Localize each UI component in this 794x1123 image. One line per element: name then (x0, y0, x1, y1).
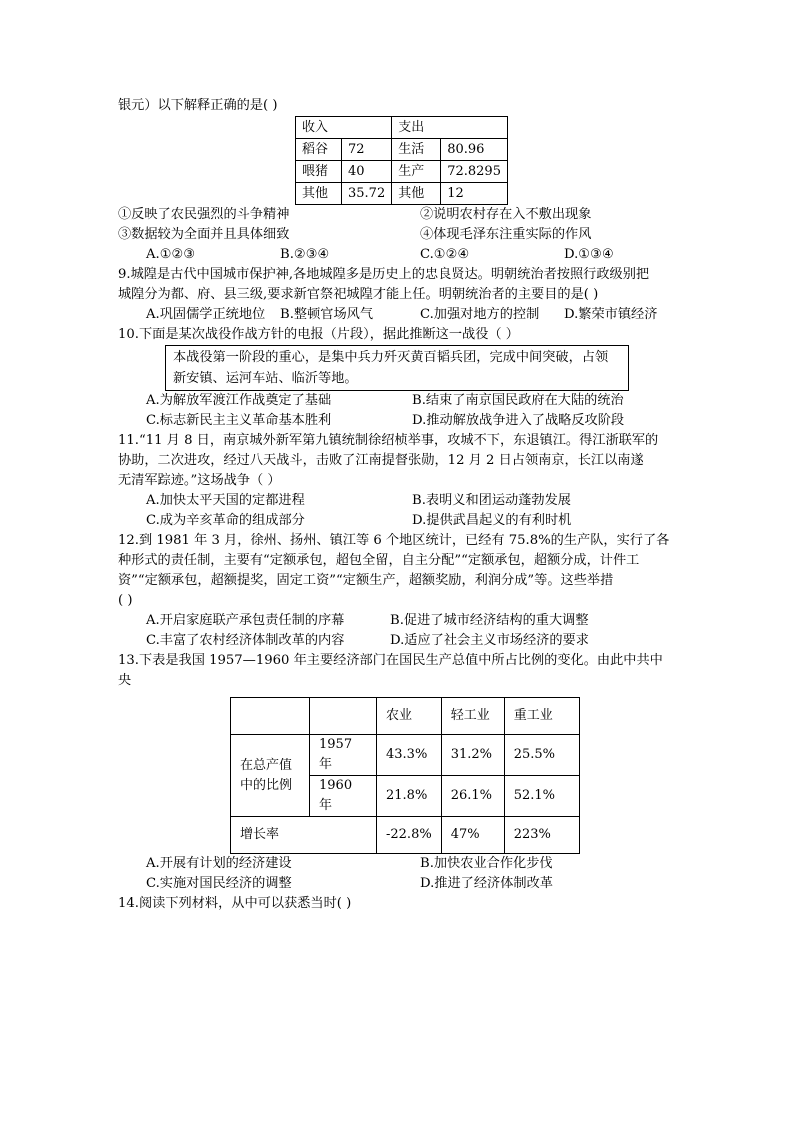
table-cell: 喂猪 (296, 161, 342, 183)
table-cell: 12 (441, 183, 508, 205)
q9-option-a[interactable]: A.巩固儒学正统地位 (146, 307, 266, 322)
q13-stem-1: 13.下表是我国 1957—1960 年主要经济部门在国民生产总值中所占比例的变化。由此中共中 (118, 653, 663, 668)
q10-options-row1 (118, 391, 678, 411)
table-row (296, 183, 508, 205)
statement-2: ②说明农村存在入不敷出现象 (420, 207, 592, 222)
table-cell: 25.5% (504, 735, 579, 776)
q13-option-a[interactable]: A.开展有计划的经济建设 (146, 856, 292, 871)
q13-option-c[interactable]: C.实施对国民经济的调整 (146, 876, 292, 891)
year-1957: 1957 年 (310, 735, 377, 776)
q11-options-row2 (118, 511, 678, 531)
table-header-income: 收入 (296, 117, 392, 139)
table-cell: 72.8295 (441, 161, 508, 183)
q8-option-d[interactable]: D.①③④ (564, 247, 614, 262)
table-cell: 31.2% (441, 735, 504, 776)
table-cell: 生活 (392, 139, 441, 161)
table-cell: 其他 (296, 183, 342, 205)
year-1960: 1960 年 (310, 776, 377, 817)
q10-options-row2 (118, 411, 678, 431)
q9-stem-2: 城隍分为都、府、县三级,要求新官祭祀城隍才能上任。明朝统治者的主要目的是( ) (118, 287, 599, 302)
q10-option-a[interactable]: A.为解放军渡江作战奠定了基础 (146, 393, 332, 408)
table-cell (231, 698, 310, 735)
statement-4: ④体现毛泽东注重实际的作风 (420, 227, 592, 242)
q13-option-b[interactable]: B.加快农业合作化步伐 (420, 856, 553, 871)
income-expense-table (295, 116, 508, 205)
q8-option-b[interactable]: B.②③④ (280, 247, 330, 262)
q11-stem-2: 协助，二次进攻，经过八天战斗，击败了江南提督张勋，12 月 2 日占领南京，长江以南遂 (118, 453, 644, 468)
q13-option-d[interactable]: D.推进了经济体制改革 (420, 876, 553, 891)
header-light-industry: 轻工业 (441, 698, 504, 735)
table-row (296, 161, 508, 183)
table-cell: 21.8% (377, 776, 442, 817)
q8-statements-row1 (118, 205, 678, 225)
q12-option-d[interactable]: D.适应了社会主义市场经济的要求 (390, 633, 589, 648)
table-cell: 其他 (392, 183, 441, 205)
table-cell: 52.1% (504, 776, 579, 817)
q11-stem-1: 11.“11 月 8 日，南京城外新军第九镇统制徐绍桢举事，攻城不下，东退镇江。得江浙联军的 (118, 433, 659, 448)
q11-option-b[interactable]: B.表明义和团运动蓬勃发展 (412, 493, 571, 508)
q9-options (118, 305, 678, 325)
q10-stem: 10.下面是某次战役作战方针的电报（片段），据此推断这一战役（ ） (118, 327, 519, 342)
q13-options-row1 (118, 854, 678, 874)
q12-stem-3: 资”“定额承包，超额提奖，固定工资”“定额生产，超额奖励，利润分成”等。这些举措 (118, 573, 614, 588)
q11-stem-3: 无清军踪迹。”这场战争（ ） (118, 473, 281, 488)
table-cell: 40 (342, 161, 392, 183)
table-cell: 35.72 (342, 183, 392, 205)
q12-option-b[interactable]: B.促进了城市经济结构的重大调整 (390, 613, 589, 628)
q11-option-c[interactable]: C.成为辛亥革命的组成部分 (146, 513, 305, 528)
table-row (231, 817, 580, 854)
table-row (231, 698, 580, 735)
table-cell: 223% (504, 817, 579, 854)
q12-option-a[interactable]: A.开启家庭联产承包责任制的序幕 (146, 613, 345, 628)
row-group-label: 在总产值中的比例 (231, 735, 310, 817)
q11-options-row1 (118, 491, 678, 511)
q10-option-b[interactable]: B.结束了南京国民政府在大陆的统治 (412, 393, 624, 408)
q10-quote-box: 本战役第一阶段的重心，是集中兵力歼灭黄百韬兵团，完成中间突破，占领新安镇、运河车站、临沂等地。 (165, 345, 629, 391)
header-agriculture: 农业 (377, 698, 442, 735)
q11-option-d[interactable]: D.提供武昌起义的有利时机 (412, 513, 572, 528)
economy-ratio-table (230, 697, 580, 854)
growth-label: 增长率 (231, 817, 377, 854)
table-cell: 47% (441, 817, 504, 854)
table-cell: 72 (342, 139, 392, 161)
q8-statements-row2 (118, 225, 678, 245)
q12-options-row1 (118, 611, 678, 631)
q10-option-d[interactable]: D.推动解放战争进入了战略反攻阶段 (412, 413, 625, 428)
q12-stem-1: 12.到 1981 年 3 月，徐州、扬州、镇江等 6 个地区统计，已经有 75.8%的生产队，实行了各 (118, 533, 670, 548)
table-cell: -22.8% (377, 817, 442, 854)
table-cell (310, 698, 377, 735)
q13-stem-2: 央 (118, 673, 132, 688)
q12-options-row2 (118, 631, 678, 651)
q9-stem-1: 9.城隍是古代中国城市保护神,各地城隍多是历史上的忠良贤达。明朝统治者按照行政级别把 (118, 267, 650, 282)
table-row (231, 735, 580, 776)
table-cell: 26.1% (441, 776, 504, 817)
q12-option-c[interactable]: C.丰富了农村经济体制改革的内容 (146, 633, 345, 648)
q14-stem: 14.阅读下列材料，从中可以获悉当时( ) (118, 896, 352, 911)
q8-intro: 银元）以下解释正确的是( ) (118, 98, 278, 113)
table-cell: 43.3% (377, 735, 442, 776)
exam-page (118, 96, 678, 914)
table-cell: 稻谷 (296, 139, 342, 161)
q13-options-row2 (118, 874, 678, 894)
q9-option-c[interactable]: C.加强对地方的控制 (420, 307, 540, 322)
q9-option-d[interactable]: D.繁荣市镇经济 (564, 307, 658, 322)
q12-stem-4: ( ) (118, 593, 133, 608)
table-row (296, 139, 508, 161)
statement-3: ③数据较为全面并且具体细致 (118, 227, 290, 242)
statement-1: ①反映了农民强烈的斗争精神 (118, 207, 290, 222)
header-heavy-industry: 重工业 (504, 698, 579, 735)
q8-option-c[interactable]: C.①②④ (420, 247, 470, 262)
q9-option-b[interactable]: B.整顿官场风气 (280, 307, 374, 322)
table-header-expense: 支出 (392, 117, 508, 139)
q11-option-a[interactable]: A.加快太平天国的定都进程 (146, 493, 305, 508)
table-cell: 80.96 (441, 139, 508, 161)
q12-stem-2: 种形式的责任制，主要有“定额承包，超包全留，自主分配”“定额承包，超额分成，计件工 (118, 553, 640, 568)
q8-options (118, 245, 678, 265)
q10-option-c[interactable]: C.标志新民主主义革命基本胜利 (146, 413, 332, 428)
table-cell: 生产 (392, 161, 441, 183)
q8-option-a[interactable]: A.①②③ (146, 247, 196, 262)
